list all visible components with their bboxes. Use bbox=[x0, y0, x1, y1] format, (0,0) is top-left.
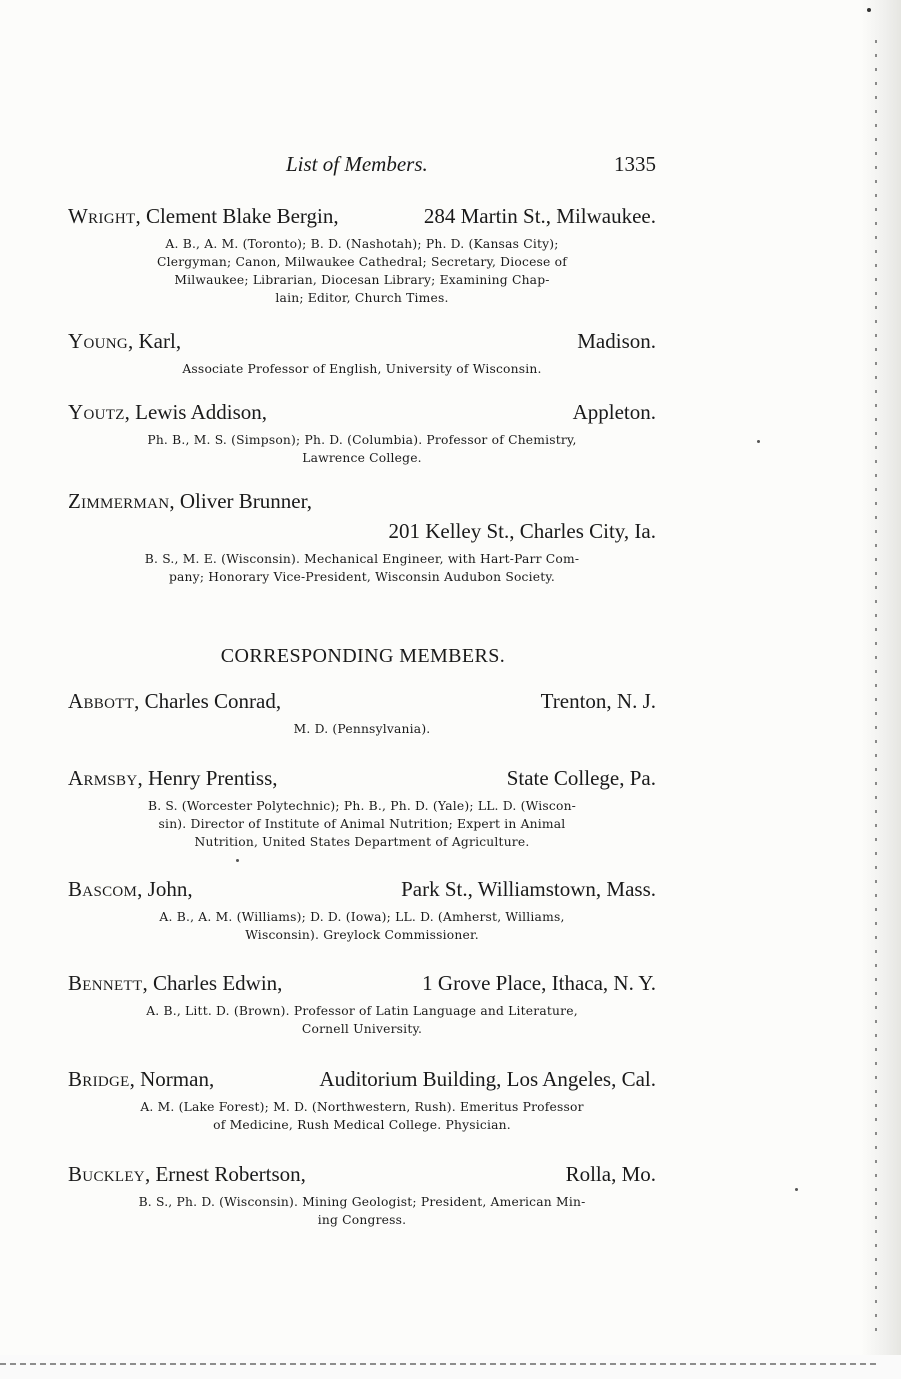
member-address: 201 Kelley St., Charles City, Ia. bbox=[388, 519, 656, 543]
member-name-line bbox=[68, 876, 656, 902]
description-line: Nutrition, United States Department of Agriculture. bbox=[194, 835, 530, 849]
member-name bbox=[68, 203, 339, 229]
member-given-name: , Charles Edwin, bbox=[142, 971, 283, 995]
description-line: M. D. (Pennsylvania). bbox=[293, 722, 431, 736]
member-entry-bennett bbox=[68, 970, 656, 1038]
member-entry-bascom bbox=[68, 876, 656, 944]
description-line: B. S. (Worcester Polytechnic); Ph. B., Ph. D. (Yale); LL. D. (Wiscon- bbox=[147, 799, 577, 813]
member-entry-bridge bbox=[68, 1066, 656, 1134]
member-name-line bbox=[68, 1066, 656, 1092]
member-description bbox=[82, 1098, 642, 1134]
member-name bbox=[68, 688, 281, 714]
member-entry-wright bbox=[68, 203, 656, 307]
member-description bbox=[82, 431, 642, 467]
member-name bbox=[68, 1161, 306, 1187]
member-description bbox=[82, 1193, 642, 1229]
description-line: Associate Professor of English, University of Wisconsin. bbox=[182, 362, 542, 376]
member-surname: Zimmerman bbox=[68, 489, 170, 513]
description-line: pany; Honorary Vice-President, Wisconsin Audubon Society. bbox=[168, 570, 556, 584]
member-address: Madison. bbox=[577, 329, 656, 353]
member-given-name: , Karl, bbox=[128, 329, 182, 353]
member-given-name: , Ernest Robertson, bbox=[144, 1162, 306, 1186]
member-surname: Bennett bbox=[68, 971, 143, 995]
member-description bbox=[82, 550, 642, 586]
scan-speck bbox=[795, 1188, 798, 1191]
description-line: ing Congress. bbox=[317, 1213, 407, 1227]
member-name-line bbox=[68, 328, 656, 354]
description-line: Cornell University. bbox=[301, 1022, 423, 1036]
description-line: A. B., Litt. D. (Brown). Professor of Latin Language and Literature, bbox=[146, 1004, 578, 1018]
member-name-line bbox=[68, 488, 656, 514]
description-line: A. M. (Lake Forest); M. D. (Northwestern, Rush). Emeritus Professor bbox=[140, 1100, 584, 1114]
member-given-name: , John, bbox=[137, 877, 193, 901]
member-given-name: , Henry Prentiss, bbox=[137, 766, 278, 790]
description-line: lain; Editor, Church Times. bbox=[275, 291, 449, 305]
member-surname: Armsby bbox=[68, 766, 138, 790]
section-heading: CORRESPONDING MEMBERS. bbox=[220, 645, 506, 667]
member-entry-youtz bbox=[68, 399, 656, 467]
member-name bbox=[68, 399, 267, 425]
description-line: of Medicine, Rush Medical College. Physician. bbox=[213, 1118, 511, 1132]
member-given-name: , Clement Blake Bergin, bbox=[135, 204, 339, 228]
member-description bbox=[82, 235, 642, 307]
member-surname: Bascom bbox=[68, 877, 138, 901]
member-address: State College, Pa. bbox=[506, 766, 656, 790]
scan-speck bbox=[236, 859, 239, 862]
member-name bbox=[68, 970, 282, 996]
member-surname: Wright bbox=[68, 204, 136, 228]
description-line: Clergyman; Canon, Milwaukee Cathedral; Secretary, Diocese of bbox=[156, 255, 567, 269]
member-name bbox=[68, 876, 193, 902]
member-address: Park St., Williamstown, Mass. bbox=[401, 877, 656, 901]
member-entry-buckley bbox=[68, 1161, 656, 1229]
member-name bbox=[68, 488, 312, 514]
member-name-line bbox=[68, 688, 656, 714]
member-entry-zimmerman bbox=[68, 488, 656, 586]
description-line: Milwaukee; Librarian, Diocesan Library; Examining Chap- bbox=[174, 273, 550, 287]
member-entry-young bbox=[68, 328, 656, 378]
member-name bbox=[68, 765, 278, 791]
page-right-edge-shadow bbox=[861, 0, 901, 1379]
member-description bbox=[82, 360, 642, 378]
scan-speck bbox=[867, 8, 871, 12]
member-name-line bbox=[68, 399, 656, 425]
description-line: Wisconsin). Greylock Commissioner. bbox=[245, 928, 479, 942]
member-description bbox=[82, 908, 642, 944]
page-bottom-edge bbox=[0, 1355, 901, 1379]
member-name-line bbox=[68, 765, 656, 791]
member-given-name: , Lewis Addison, bbox=[124, 400, 267, 424]
description-line: A. B., A. M. (Toronto); B. D. (Nashotah); Ph. D. (Kansas City); bbox=[165, 237, 559, 251]
member-given-name: , Charles Conrad, bbox=[134, 689, 282, 713]
member-surname: Youtz bbox=[68, 400, 125, 424]
description-line: Lawrence College. bbox=[302, 451, 422, 465]
member-surname: Bridge bbox=[68, 1067, 130, 1091]
member-name-line bbox=[68, 1161, 656, 1187]
running-title: List of Members. bbox=[286, 152, 428, 176]
member-address: Rolla, Mo. bbox=[565, 1162, 656, 1186]
member-name-line bbox=[68, 970, 656, 996]
page-number: 1335 bbox=[614, 152, 656, 176]
description-line: sin). Director of Institute of Animal Nutrition; Expert in Animal bbox=[158, 817, 566, 831]
description-line: Ph. B., M. S. (Simpson); Ph. D. (Columbia). Professor of Chemistry, bbox=[147, 433, 577, 447]
member-description bbox=[82, 797, 642, 851]
description-line: A. B., A. M. (Williams); D. D. (Iowa); LL. D. (Amherst, Williams, bbox=[159, 910, 565, 924]
running-header bbox=[0, 152, 901, 184]
member-name bbox=[68, 328, 181, 354]
member-name bbox=[68, 1066, 214, 1092]
member-name-line bbox=[68, 203, 656, 229]
member-address: Trenton, N. J. bbox=[540, 689, 656, 713]
member-address: 284 Martin St., Milwaukee. bbox=[423, 204, 656, 228]
description-line: B. S., M. E. (Wisconsin). Mechanical Engineer, with Hart-Parr Com- bbox=[144, 552, 580, 566]
member-given-name: , Oliver Brunner, bbox=[169, 489, 312, 513]
member-surname: Buckley bbox=[68, 1162, 145, 1186]
member-address: 1 Grove Place, Ithaca, N. Y. bbox=[422, 971, 656, 995]
member-description bbox=[82, 1002, 642, 1038]
member-address: Auditorium Building, Los Angeles, Cal. bbox=[319, 1067, 656, 1091]
scan-speck bbox=[757, 440, 760, 443]
member-entry-abbott bbox=[68, 688, 656, 738]
member-entry-armsby bbox=[68, 765, 656, 851]
description-line: B. S., Ph. D. (Wisconsin). Mining Geologist; President, American Min- bbox=[138, 1195, 586, 1209]
member-surname: Abbott bbox=[68, 689, 135, 713]
member-address: Appleton. bbox=[572, 400, 656, 424]
member-description bbox=[82, 720, 642, 738]
member-surname: Young bbox=[68, 329, 128, 353]
member-given-name: , Norman, bbox=[129, 1067, 215, 1091]
